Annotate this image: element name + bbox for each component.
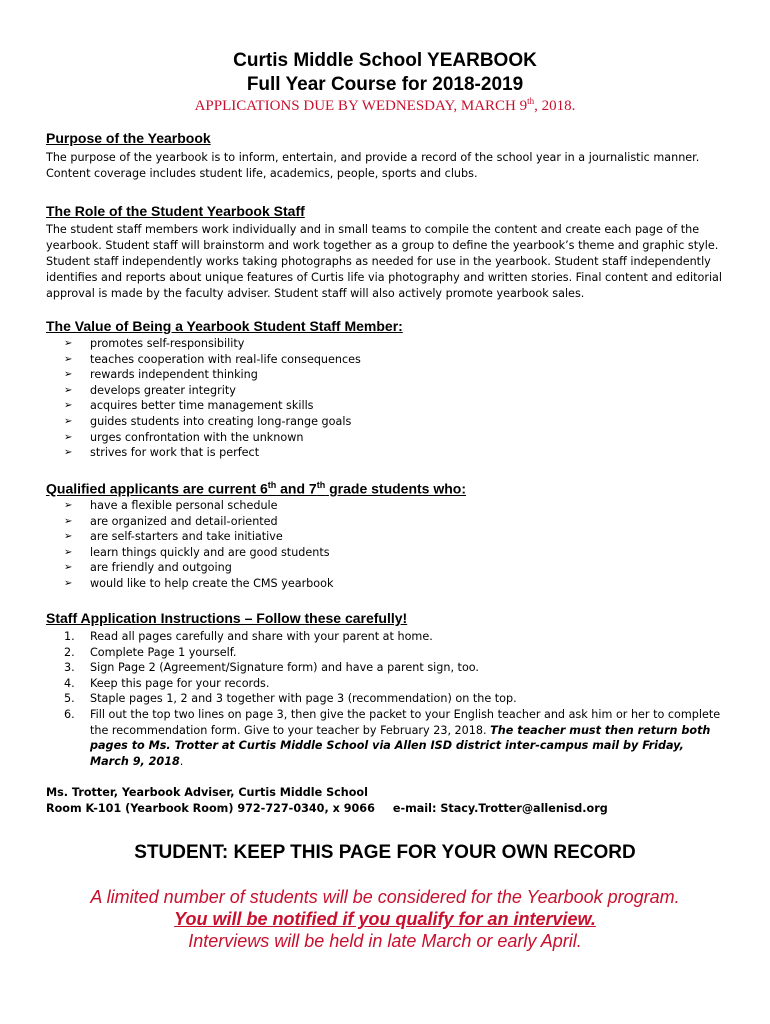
arrow-bullet-icon: ➢ bbox=[64, 500, 73, 511]
arrow-bullet-icon: ➢ bbox=[64, 384, 73, 396]
keep-record-notice: STUDENT: KEEP THIS PAGE FOR YOUR OWN RECORD bbox=[134, 842, 636, 863]
list-item: ➢ would like to help create the CMS yearbook bbox=[64, 576, 334, 590]
notification-note: You will be notified if you qualify for an interview. bbox=[174, 909, 596, 929]
arrow-bullet-icon: ➢ bbox=[64, 546, 73, 558]
arrow-bullet-icon: ➢ bbox=[64, 447, 73, 459]
role-text: The student staff members work individually and in small teams to compile the content and create each page of the yearbook. Student staff will brainstorm and work together as a group to define the yearbook’s theme and graphic style. Student staff independently works taking photographs as needed for use in the yearbook. Student staff independently identifies and reports about unique features of Curtis life via photography and written stories. Final content and editorial approval is made by the faculty adviser. Student staff will also actively promote yearbook sales. bbox=[46, 223, 723, 300]
arrow-bullet-icon: ➢ bbox=[64, 577, 73, 589]
list-item: ➢ promotes self-responsibility bbox=[64, 337, 245, 350]
arrow-bullet-icon: ➢ bbox=[64, 562, 73, 574]
adviser-name: Ms. Trotter, Yearbook Adviser, Curtis Middle School bbox=[46, 786, 368, 799]
adviser-email: e-mail: Stacy.Trotter@allenisd.org bbox=[392, 802, 608, 815]
list-item: ➢ learn things quickly and are good students bbox=[64, 545, 330, 559]
teacher-return-note: The teacher must then return both pages to Ms. Trotter at Curtis Middle School via Allen ISD district inter-campus mail by Friday, March 9, 2018 bbox=[90, 723, 711, 768]
arrow-bullet-icon: ➢ bbox=[64, 531, 73, 543]
list-item: 4. Keep this page for your records. bbox=[64, 676, 270, 690]
value-heading: The Value of Being a Yearbook Student Staff Member: bbox=[46, 318, 403, 334]
document-title: Curtis Middle School YEARBOOK bbox=[233, 50, 537, 71]
arrow-bullet-icon: ➢ bbox=[64, 515, 73, 527]
due-superscript: th bbox=[527, 96, 535, 106]
due-year: , 2018. bbox=[534, 98, 576, 114]
list-item: 5. Staple pages 1, 2 and 3 together with page 3 (recommendation) on the top. bbox=[64, 692, 517, 706]
arrow-bullet-icon: ➢ bbox=[64, 431, 73, 443]
list-item: 1. Read all pages carefully and share with your parent at home. bbox=[64, 630, 433, 643]
arrow-bullet-icon: ➢ bbox=[64, 400, 73, 412]
instructions-list bbox=[64, 629, 724, 769]
list-item: 3. Sign Page 2 (Agreement/Signature form) and have a parent sign, too. bbox=[64, 661, 479, 675]
list-item: ➢ have a flexible personal schedule bbox=[64, 499, 278, 512]
arrow-bullet-icon: ➢ bbox=[64, 353, 73, 365]
list-item: ➢ are friendly and outgoing bbox=[64, 561, 232, 575]
qualified-heading: Qualified applicants are current 6th and 7th grade students who: bbox=[46, 480, 467, 497]
adviser-contact bbox=[46, 801, 608, 817]
list-item: ➢ rewards independent thinking bbox=[64, 368, 258, 382]
list-item: 6. Fill out the top two lines on page 3, then give the packet to your English teacher and ask him or her to complete the recommendation form. Give to your teacher by February 23, 2018. The teacher must then return both pages to Ms. Trotter at Curtis Middle School via Allen ISD district inter-campus mail by Friday, March 9, 2018. bbox=[64, 707, 721, 768]
arrow-bullet-icon: ➢ bbox=[64, 415, 73, 427]
due-text: APPLICATIONS DUE BY WEDNESDAY, MARCH 9 bbox=[194, 98, 528, 114]
limited-students-note: A limited number of students will be considered for the Yearbook program. bbox=[90, 887, 680, 907]
list-item: 2. Complete Page 1 yourself. bbox=[64, 645, 237, 659]
purpose-text: The purpose of the yearbook is to inform, entertain, and provide a record of the school year in a journalistic manner. Content coverage includes student life, academics, people, sports and clubs. bbox=[46, 151, 700, 180]
list-item: ➢ are self-starters and take initiative bbox=[64, 530, 283, 544]
instructions-heading: Staff Application Instructions – Follow these carefully! bbox=[46, 610, 408, 626]
document-subtitle: Full Year Course for 2018-2019 bbox=[246, 74, 524, 95]
list-item: ➢ are organized and detail-oriented bbox=[64, 514, 278, 528]
applications-due-notice bbox=[0, 96, 770, 115]
arrow-bullet-icon: ➢ bbox=[64, 338, 73, 349]
list-item: ➢ strives for work that is perfect bbox=[64, 446, 260, 460]
arrow-bullet-icon: ➢ bbox=[64, 369, 73, 381]
list-item: ➢ acquires better time management skills bbox=[64, 399, 314, 413]
value-list bbox=[64, 336, 361, 461]
list-item: ➢ develops greater integrity bbox=[64, 383, 236, 397]
interviews-note: Interviews will be held in late March or early April. bbox=[188, 931, 582, 951]
role-heading: The Role of the Student Yearbook Staff bbox=[46, 203, 305, 219]
list-item: ➢ teaches cooperation with real-life consequences bbox=[64, 352, 361, 366]
purpose-heading: Purpose of the Yearbook bbox=[46, 130, 211, 146]
list-item: ➢ guides students into creating long-range goals bbox=[64, 414, 352, 428]
list-item: ➢ urges confrontation with the unknown bbox=[64, 430, 304, 444]
room-phone: Room K-101 (Yearbook Room) 972-727-0340, x 9066 bbox=[46, 802, 375, 815]
qualified-list bbox=[64, 498, 333, 592]
